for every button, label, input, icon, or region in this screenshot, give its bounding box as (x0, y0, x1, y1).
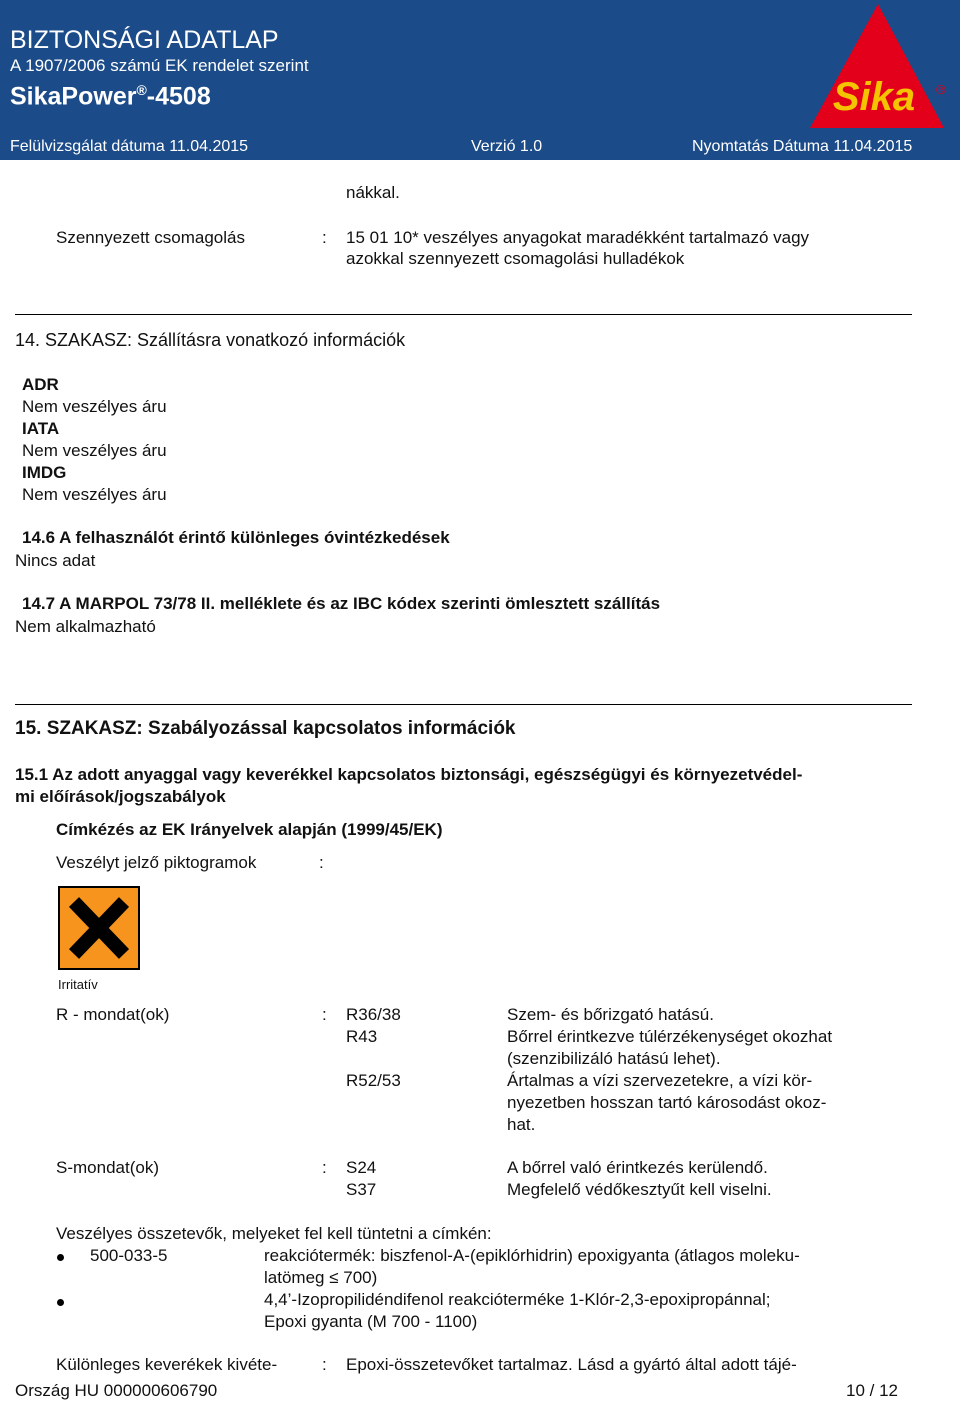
component-name-cont: latömeg ≤ 700) (264, 1268, 378, 1287)
footer-country-code: Ország HU 000000606790 (15, 1381, 218, 1400)
s-phrase-code: S24 (346, 1158, 377, 1177)
continuation-text: nákkal. (346, 183, 400, 202)
print-date: Nyomtatás Dátuma 11.04.2015 (692, 138, 913, 155)
list-bullet (57, 1254, 64, 1261)
s-phrase-text: A bőrrel való érintkezés kerülendő. (507, 1158, 768, 1177)
section-divider (15, 704, 912, 705)
r-phrase-text: Ártalmas a vízi szervezetekre, a vízi kör- (507, 1071, 813, 1090)
r-phrase-code: R36/38 (346, 1005, 401, 1024)
subsection-15-1-title-cont: mi előírások/jogszabályok (15, 787, 226, 806)
subsection-15-1-title: 15.1 Az adott anyaggal vagy keverékkel kapcsolatos biztonsági, egészségügyi és környezetvédel- (15, 765, 803, 784)
revision-date: Felülvizsgálat dátuma 11.04.2015 (10, 138, 249, 155)
s-phrases-label: S-mondat(ok) (56, 1158, 159, 1177)
s-phrase-code: S37 (346, 1180, 377, 1199)
contaminated-packaging-label: Szennyezett csomagolás (56, 228, 245, 247)
imdg-value: Nem veszélyes áru (22, 485, 167, 504)
document-title: BIZTONSÁGI ADATLAP (10, 26, 279, 54)
component-name-cont: Epoxi gyanta (M 700 - 1100) (264, 1312, 478, 1331)
imdg-label: IMDG (22, 463, 67, 482)
iata-label: IATA (22, 419, 60, 438)
subsection-14-6-title: 14.6 A felhasználót érintő különleges óvintézkedések (22, 528, 450, 547)
section-divider (15, 314, 912, 315)
subsection-14-7-value: Nem alkalmazható (15, 617, 156, 636)
r-phrase-text-cont: (szenzibilizáló hatású lehet). (507, 1049, 721, 1068)
contaminated-packaging-value: 15 01 10* veszélyes anyagokat maradékként tartalmazó vagy (346, 228, 810, 247)
irritant-hazard-pictogram (58, 886, 140, 970)
iata-value: Nem veszélyes áru (22, 441, 167, 460)
list-bullet (57, 1299, 64, 1306)
contaminated-packaging-value-cont: azokkal szennyezett csomagolási hulladékok (346, 249, 685, 268)
special-mixtures-colon: : (322, 1355, 327, 1374)
r-phrase-text: Bőrrel érintkezve túlérzékenységet okozhat (507, 1027, 833, 1046)
page-number: 10 / 12 (846, 1381, 898, 1400)
r-phrase-text: Szem- és bőrizgató hatású. (507, 1005, 714, 1024)
r-phrase-code: R52/53 (346, 1071, 401, 1090)
s-phrases-colon: : (322, 1158, 327, 1177)
section15-title: 15. SZAKASZ: Szabályozással kapcsolatos információk (15, 718, 516, 739)
r-phrase-text-cont: hat. (507, 1115, 536, 1134)
component-number: 500-033-5 (90, 1246, 168, 1265)
sika-logo (806, 0, 954, 132)
pictogram-colon: : (319, 853, 324, 872)
product-name: SikaPower®-4508 (10, 82, 211, 111)
s-phrase-text: Megfelelő védőkesztyűt kell viselni. (507, 1180, 772, 1199)
r-phrases-label: R - mondat(ok) (56, 1005, 170, 1024)
subsection-14-6-value: Nincs adat (15, 551, 96, 570)
section14-title: 14. SZAKASZ: Szállításra vonatkozó információk (15, 330, 406, 350)
component-name: reakciótermék: biszfenol-A-(epiklórhidrin) epoxigyanta (átlagos moleku- (264, 1246, 800, 1265)
version-label: Verzió 1.0 (471, 138, 543, 155)
r-phrase-code: R43 (346, 1027, 378, 1046)
adr-label: ADR (22, 375, 59, 394)
special-mixtures-label: Különleges keverékek kivéte- (56, 1355, 278, 1374)
pictogram-label: Veszélyt jelző piktogramok (56, 853, 257, 872)
r-phrase-text-cont: nyezetben hosszan tartó károsodást okoz- (507, 1093, 827, 1112)
r-phrases-colon: : (322, 1005, 327, 1024)
contaminated-packaging-colon: : (322, 228, 327, 247)
pictogram-caption: Irritatív (58, 977, 98, 992)
adr-value: Nem veszélyes áru (22, 397, 167, 416)
logo-wordmark: Sika (832, 75, 916, 119)
labelling-title: Címkézés az EK Irányelvek alapján (1999/45/EK) (56, 820, 443, 839)
logo-registered-mark: ® (936, 82, 946, 97)
hazardous-components-title: Veszélyes összetevők, melyeket fel kell tüntetni a címkén: (56, 1224, 492, 1243)
subsection-14-7-title: 14.7 A MARPOL 73/78 II. melléklete és az IBC kódex szerinti ömlesztett szállítás (22, 594, 661, 613)
regulation-reference: A 1907/2006 számú EK rendelet szerint (10, 56, 309, 75)
component-name: 4,4’-Izopropilidéndifenol reakcióterméke 1-Klór-2,3-epoxipropánnal; (264, 1290, 771, 1309)
special-mixtures-value: Epoxi-összetevőket tartalmaz. Lásd a gyártó által adott tájé- (346, 1355, 797, 1374)
